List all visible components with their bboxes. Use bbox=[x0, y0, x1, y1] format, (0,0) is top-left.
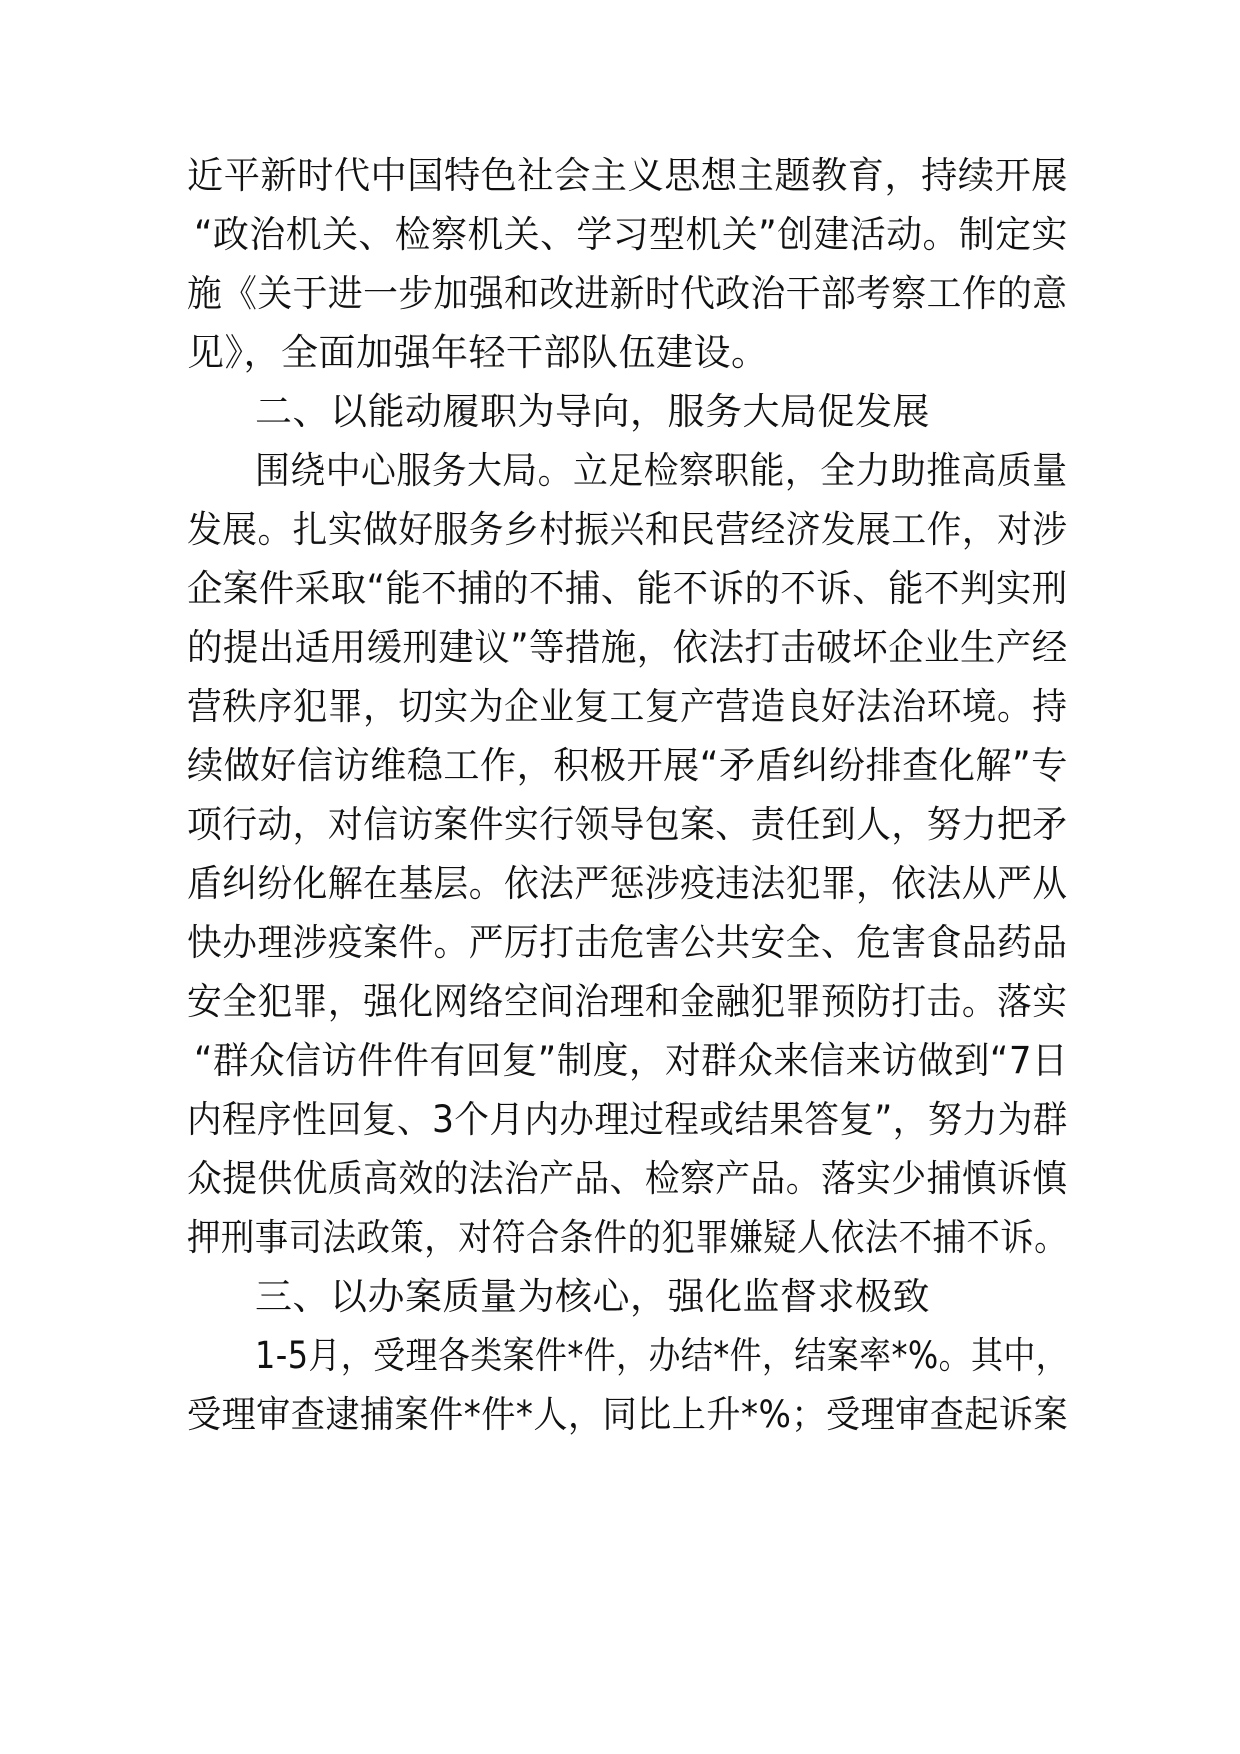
section-heading: 二、以能动履职为导向，服务大局促发展 bbox=[255, 390, 930, 433]
text-line: 营秩序犯罪，切实为企业复工复产营造良好法治环境。持 bbox=[187, 685, 1068, 728]
text-line: “群众信访件件有回复”制度，对群众来信来访做到“7日 bbox=[194, 1039, 1069, 1082]
text-line: 的提出适用缓刑建议”等措施，依法打击破坏企业生产经 bbox=[187, 626, 1068, 669]
text-line: 施《关于进一步加强和改进新时代政治干部考察工作的意 bbox=[187, 272, 1068, 315]
text-line: 发展。扎实做好服务乡村振兴和民营经济发展工作，对涉 bbox=[187, 508, 1068, 551]
section-heading: 三、以办案质量为核心，强化监督求极致 bbox=[255, 1275, 930, 1318]
text-line: 1-5月，受理各类案件*件，办结*件，结案率*%。其中， bbox=[255, 1334, 1069, 1377]
text-line: 企案件采取“能不捕的不捕、能不诉的不诉、能不判实刑 bbox=[187, 567, 1068, 610]
text-line: 众提供优质高效的法治产品、检察产品。落实少捕慎诉慎 bbox=[187, 1157, 1068, 1200]
text-line: 续做好信访维稳工作，积极开展“矛盾纠纷排查化解”专 bbox=[187, 744, 1068, 787]
text-line: 项行动，对信访案件实行领导包案、责任到人，努力把矛 bbox=[187, 803, 1068, 846]
text-line: 围绕中心服务大局。立足检察职能，全力助推高质量 bbox=[255, 449, 1068, 492]
text-line: 内程序性回复、3个月内办理过程或结果答复”，努力为群 bbox=[187, 1098, 1068, 1141]
text-line: 受理审查逮捕案件*件*人，同比上升*%；受理审查起诉案 bbox=[187, 1393, 1069, 1436]
text-line: “政治机关、检察机关、学习型机关”创建活动。制定实 bbox=[194, 213, 1068, 256]
text-line: 盾纠纷化解在基层。依法严惩涉疫违法犯罪，依法从严从 bbox=[187, 862, 1068, 905]
text-line: 押刑事司法政策，对符合条件的犯罪嫌疑人依法不捕不诉。 bbox=[187, 1216, 1069, 1259]
text-line: 见》，全面加强年轻干部队伍建设。 bbox=[187, 331, 769, 374]
text-line: 安全犯罪，强化网络空间治理和金融犯罪预防打击。落实 bbox=[187, 980, 1068, 1023]
text-line: 近平新时代中国特色社会主义思想主题教育，持续开展 bbox=[187, 154, 1069, 197]
text-line: 快办理涉疫案件。严厉打击危害公共安全、危害食品药品 bbox=[187, 921, 1068, 964]
